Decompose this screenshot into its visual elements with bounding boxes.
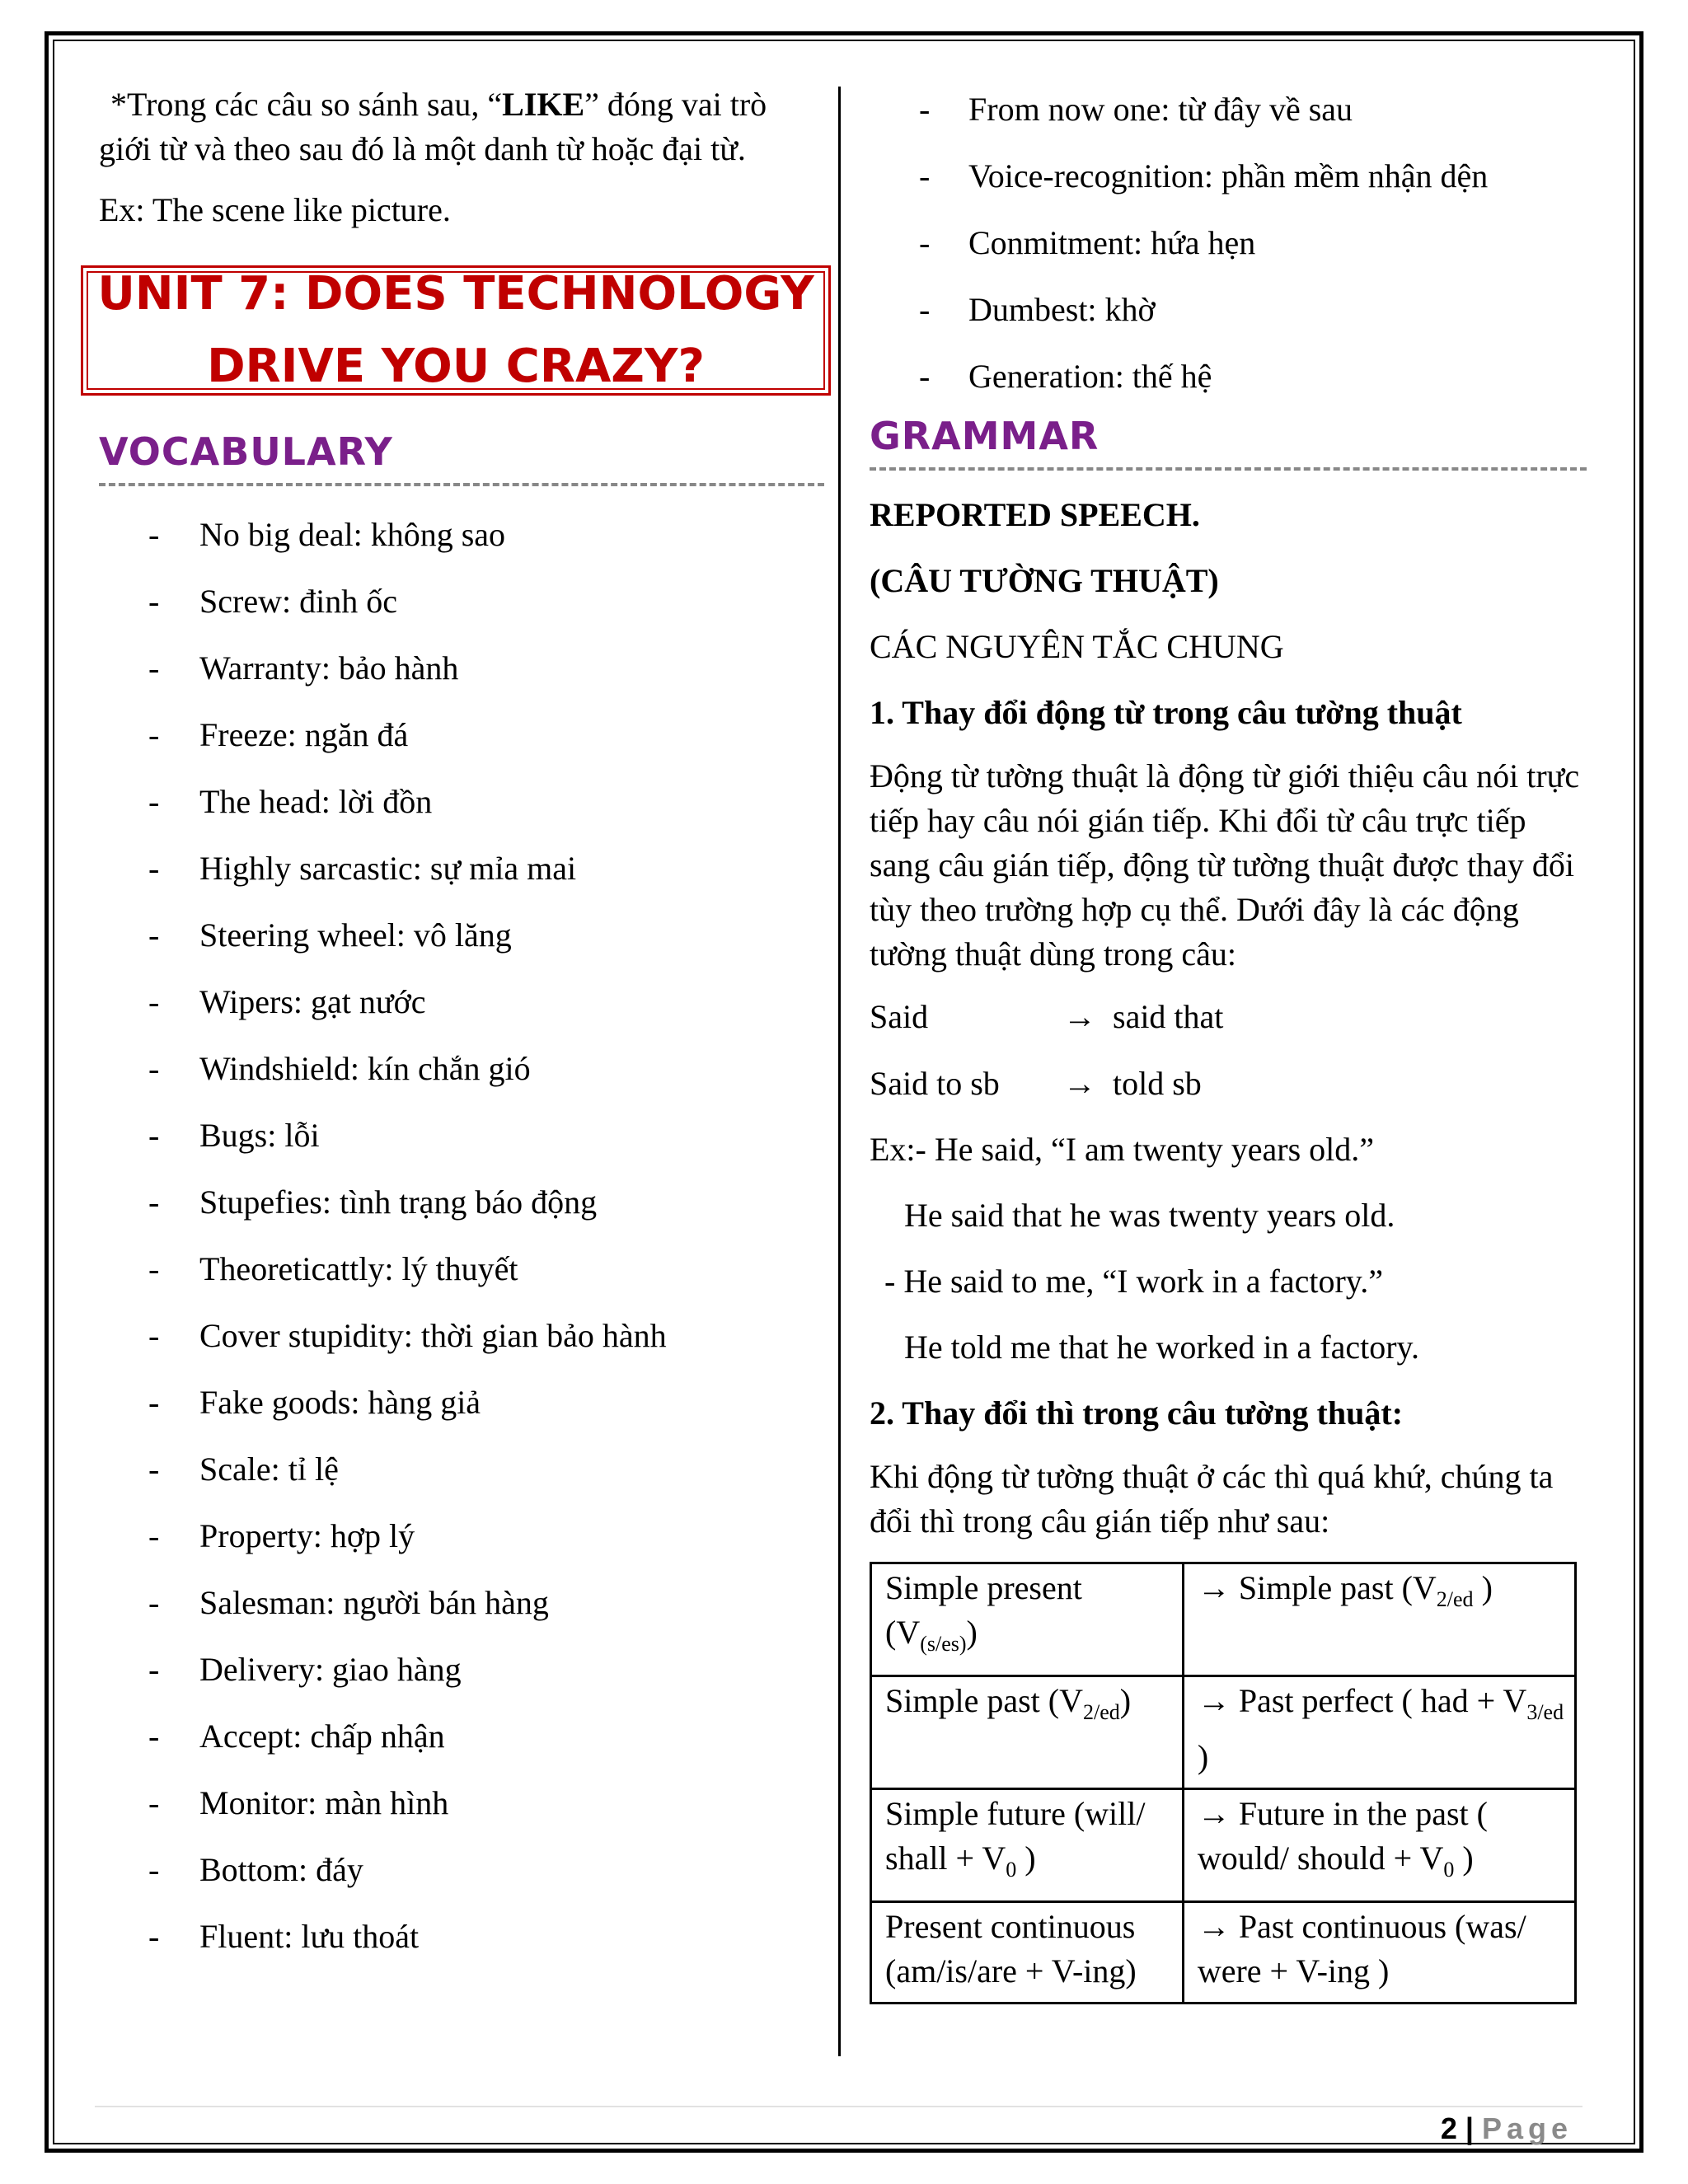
vocabulary-text: Stupefies: tình trạng báo động (199, 1183, 598, 1221)
vocabulary-item (99, 1703, 824, 1769)
vocabulary-text: Salesman: người bán hàng (199, 1584, 549, 1621)
vocabulary-item (99, 1502, 824, 1569)
bullet-dash: - (148, 783, 160, 820)
vocabulary-text: Accept: chấp nhận (199, 1718, 445, 1755)
page-footer (1441, 2111, 1573, 2147)
bullet-dash: - (148, 1918, 160, 1955)
vocabulary-text: Monitor: màn hình (199, 1784, 449, 1821)
page-number: 2 (1440, 2111, 1457, 2145)
vocabulary-item (99, 1836, 824, 1903)
footer-rule (95, 2106, 1582, 2107)
table-row (871, 1789, 1576, 1902)
vocabulary-text: Scale: tỉ lệ (199, 1451, 339, 1488)
table-cell: → Future in the past ( would/ should + $V_0$ ) (1183, 1789, 1575, 1902)
bullet-dash: - (148, 916, 160, 954)
bullet-dash: - (919, 91, 931, 128)
arrow-icon: → (1063, 1065, 1096, 1102)
vocabulary-item (99, 1102, 824, 1169)
vocabulary-list (99, 501, 824, 1970)
vocabulary-text: Bottom: đáy (199, 1851, 363, 1888)
vocabulary-text: Generation: thế hệ (968, 358, 1212, 395)
vocabulary-item (99, 1369, 824, 1436)
bullet-dash: - (148, 716, 160, 753)
vocabulary-item (99, 968, 824, 1035)
vocabulary-item (99, 701, 824, 768)
reported-speech-subtitle: (CÂU TƯỜNG THUẬT) (870, 562, 1219, 599)
vocabulary-item (99, 1636, 824, 1703)
vocabulary-item (99, 1302, 824, 1369)
right-column (870, 76, 1587, 2004)
bullet-dash: - (148, 516, 160, 553)
intro-paragraph (99, 82, 824, 171)
unit-title (87, 267, 825, 393)
vocabulary-item (870, 276, 1587, 343)
section-1-title: 1. Thay đổi động từ trong câu tường thuật (870, 694, 1462, 731)
arrow-icon: → (1063, 998, 1096, 1035)
vocabulary-text: Property: hợp lý (199, 1517, 415, 1554)
vocabulary-list-continued (870, 76, 1587, 410)
unit-title-line-2: DRIVE YOU CRAZY? (207, 340, 705, 393)
vocabulary-item (99, 1436, 824, 1502)
vocabulary-item (99, 1035, 824, 1102)
vocabulary-item (99, 1235, 824, 1302)
rule-row (870, 1050, 1587, 1117)
vocabulary-text: Fluent: lưu thoát (199, 1918, 420, 1955)
vocabulary-text: Freeze: ngăn đá (199, 716, 409, 753)
principles-heading: CÁC NGUYÊN TẮC CHUNG (870, 628, 1284, 665)
vocabulary-text: Warranty: bảo hành (199, 649, 459, 687)
bullet-dash: - (919, 157, 931, 194)
example-1-direct: Ex:- He said, “I am twenty years old.” (870, 1131, 1375, 1168)
rule-from: Said to sb (870, 1065, 1000, 1102)
table-cell: Present continuous (am/is/are + V-ing) (871, 1902, 1184, 2004)
table-row (871, 1563, 1576, 1676)
bullet-dash: - (148, 1718, 160, 1755)
vocabulary-item (99, 1769, 824, 1836)
table-cell: → Past continuous (was/ were + V-ing ) (1183, 1902, 1575, 2004)
intro-example: Ex: The scene like picture. (99, 191, 451, 228)
table-cell: → Simple past ($V_{2/ed}$ ) (1183, 1563, 1575, 1676)
bullet-dash: - (148, 983, 160, 1020)
page-label: Page (1481, 2111, 1573, 2145)
section-2-title: 2. Thay đổi thì trong câu tường thuật: (870, 1394, 1404, 1432)
vocabulary-text: Bugs: lỗi (199, 1117, 320, 1154)
bullet-dash: - (148, 1384, 160, 1421)
table-row (871, 1676, 1576, 1789)
bullet-dash: - (148, 1317, 160, 1354)
vocabulary-item (870, 143, 1587, 209)
vocabulary-item (870, 76, 1587, 143)
bullet-dash: - (148, 1183, 160, 1221)
vocabulary-text: From now one: từ đây về sau (968, 91, 1353, 128)
example-2-reported: He told me that he worked in a factory. (904, 1329, 1419, 1366)
rule-to: told sb (1113, 1065, 1202, 1102)
vocabulary-item (99, 1169, 824, 1235)
bullet-dash: - (148, 850, 160, 887)
vocabulary-item (99, 568, 824, 635)
bullet-dash: - (919, 291, 931, 328)
table-cell: Simple future (will/ shall + $V_0$ ) (871, 1789, 1184, 1902)
section-2-body: Khi động từ tường thuật ở các thì quá khứ, chúng ta đổi thì trong câu gián tiếp như sau: (870, 1458, 1554, 1540)
vocabulary-item (99, 1903, 824, 1970)
bullet-dash: - (148, 1451, 160, 1488)
vocabulary-text: Delivery: giao hàng (199, 1651, 462, 1688)
vocabulary-text: Dumbest: khờ (968, 291, 1156, 328)
left-column (99, 82, 824, 1970)
bullet-dash: - (148, 1584, 160, 1621)
rule-row (870, 983, 1587, 1050)
table-cell: → Past perfect ( had + $V_{3/ed}$ ) (1183, 1676, 1575, 1789)
grammar-rule (870, 467, 1587, 471)
intro-prefix: *Trong các câu so sánh sau, “ (110, 86, 503, 123)
bullet-dash: - (148, 1651, 160, 1688)
bullet-dash: - (148, 583, 160, 620)
vocabulary-item (99, 501, 824, 568)
reported-speech-title: REPORTED SPEECH. (870, 496, 1200, 533)
table-cell: Simple present $(V_{(s/es)})$ (871, 1563, 1184, 1676)
bullet-dash: - (148, 1050, 160, 1087)
vocabulary-item (99, 635, 824, 701)
table-row (871, 1902, 1576, 2004)
vocabulary-item (99, 768, 824, 835)
vocabulary-item (99, 1569, 824, 1636)
section-1-body: Động từ tường thuật là động từ giới thiệu câu nói trực tiếp hay câu nói gián tiếp. Khi đổi từ câu trực tiếp sang câu gián tiếp, động từ tường thuật được thay đổi tùy theo trường hợp cụ thể. Dưới đây là các động tường thuật dùng trong câu: (870, 757, 1580, 972)
intro-bold-like: LIKE (502, 86, 585, 123)
bullet-dash: - (919, 224, 931, 261)
vocabulary-text: Highly sarcastic: sự mỉa mai (199, 850, 577, 887)
vocabulary-text: Fake goods: hàng giả (199, 1384, 481, 1421)
bullet-dash: - (148, 649, 160, 687)
bullet-dash: - (919, 358, 931, 395)
vocabulary-text: No big deal: không sao (199, 516, 506, 553)
vocabulary-text: Conmitment: hứa hẹn (968, 224, 1256, 261)
bullet-dash: - (148, 1117, 160, 1154)
bullet-dash: - (148, 1250, 160, 1287)
vocabulary-text: The head: lời đồn (199, 783, 433, 820)
vocabulary-heading: VOCABULARY (99, 429, 393, 474)
vocabulary-item (870, 209, 1587, 276)
reporting-verb-rules (870, 983, 1587, 1117)
vocabulary-rule (99, 483, 824, 486)
rule-from: Said (870, 998, 929, 1035)
vocabulary-item (99, 902, 824, 968)
vocabulary-text: Voice-recognition: phần mềm nhận dện (968, 157, 1489, 194)
bullet-dash: - (148, 1851, 160, 1888)
bullet-dash: - (148, 1517, 160, 1554)
vocabulary-text: Steering wheel: vô lăng (199, 916, 512, 954)
column-divider (838, 87, 841, 2056)
tense-change-table (870, 1562, 1577, 2004)
vocabulary-text: Screw: đinh ốc (199, 583, 397, 620)
table-cell: Simple past $(V_{2/ed})$ (871, 1676, 1184, 1789)
example-1-reported: He said that he was twenty years old. (904, 1197, 1395, 1234)
vocabulary-text: Theoreticattly: lý thuyết (199, 1250, 518, 1287)
intro-suffix: ” đóng vai trò giới từ và theo sau đó là một danh từ hoặc đại từ. (99, 86, 767, 167)
bullet-dash: - (148, 1784, 160, 1821)
rule-to: said that (1113, 998, 1224, 1035)
page-separator: | (1465, 2111, 1474, 2145)
vocabulary-text: Wipers: gạt nước (199, 983, 426, 1020)
vocabulary-item (99, 835, 824, 902)
example-2-direct: - He said to me, “I work in a factory.” (884, 1263, 1383, 1300)
vocabulary-text: Cover stupidity: thời gian bảo hành (199, 1317, 667, 1354)
vocabulary-text: Windshield: kín chắn gió (199, 1050, 531, 1087)
vocabulary-item (870, 343, 1587, 410)
grammar-heading: GRAMMAR (870, 414, 1100, 458)
unit-title-line-1: UNIT 7: DOES TECHNOLOGY (97, 267, 814, 321)
unit-title-box (81, 265, 831, 396)
